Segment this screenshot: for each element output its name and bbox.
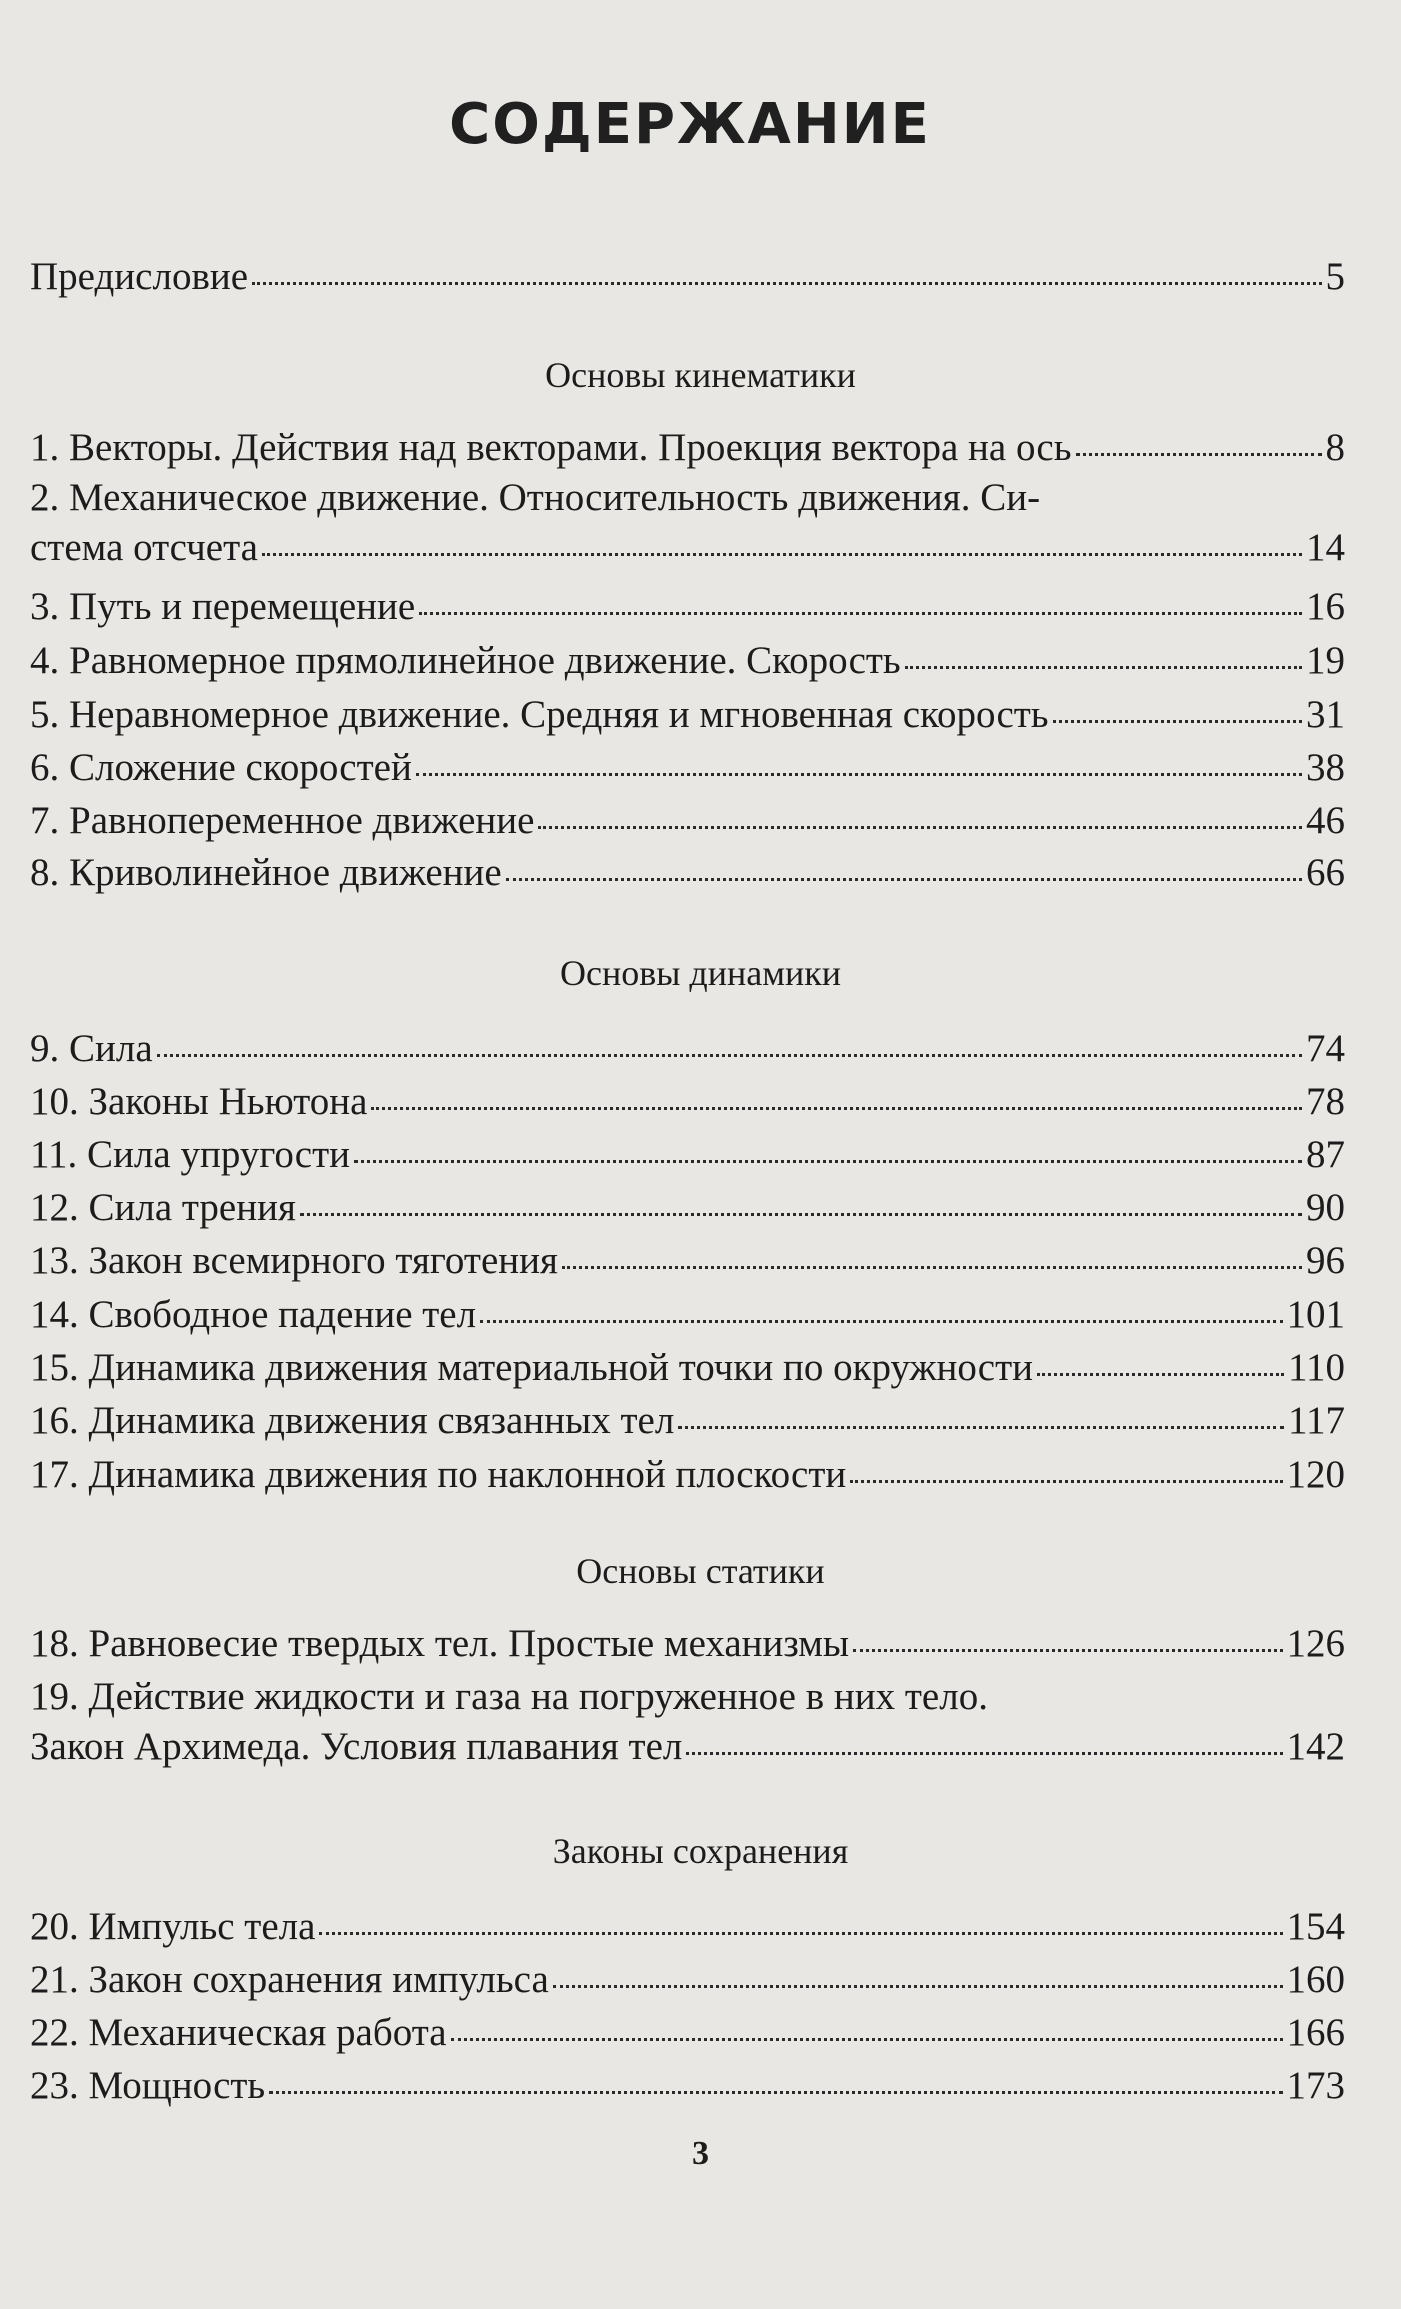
toc-page-number: 117 [1287, 1399, 1345, 1442]
leader-dots [1053, 720, 1302, 723]
toc-entry [30, 743, 1345, 793]
page-title: СОДЕРЖАНИЕ [449, 92, 931, 157]
toc-page-number: 90 [1306, 1186, 1345, 1229]
toc-page-number: 101 [1286, 1293, 1345, 1336]
toc-entry-label: стема отсчета [30, 526, 258, 569]
toc-entry-label: 23. Мощность [30, 2064, 266, 2107]
leader-dots [905, 666, 1302, 669]
toc-page-number: 110 [1287, 1346, 1345, 1389]
toc-entry-label: 9. Сила [30, 1027, 153, 1070]
toc-page-number: 5 [1325, 255, 1345, 298]
toc-entry [30, 1183, 1345, 1233]
toc-entry-label: 10. Законы Ньютона [30, 1080, 368, 1123]
toc-page-number: 154 [1286, 1905, 1345, 1948]
leader-dots [157, 1054, 1302, 1057]
toc-entry [30, 1396, 1345, 1446]
toc-entry-first-line: 19. Действие жидкости и газа на погруженное в них тело. [30, 1675, 988, 1718]
toc-entry [30, 848, 1345, 898]
toc-entry [30, 1024, 1345, 1074]
leader-dots [371, 1107, 1302, 1110]
toc-entry [30, 1130, 1345, 1180]
toc-entry-label: 1. Векторы. Действия над векторами. Проекция вектора на ось [30, 426, 1072, 469]
toc-entry-label: 6. Сложение скоростей [30, 746, 412, 789]
toc-page-number: 16 [1306, 585, 1345, 628]
leader-dots [1076, 453, 1322, 456]
leader-dots [354, 1160, 1302, 1163]
leader-dots [562, 1266, 1302, 1269]
toc-entry [30, 1450, 1345, 1500]
toc-page-number: 38 [1306, 746, 1345, 789]
toc-page-number: 87 [1306, 1133, 1345, 1176]
toc-entry-label: 5. Неравномерное движение. Средняя и мгновенная скорость [30, 693, 1049, 736]
toc-page-number: 173 [1286, 2064, 1345, 2107]
toc-page-number: 31 [1306, 693, 1345, 736]
leader-dots [480, 1320, 1282, 1323]
toc-entry [30, 1619, 1345, 1669]
toc-entry [30, 796, 1345, 846]
toc-page-number: 14 [1306, 526, 1345, 569]
toc-entry-preface [30, 252, 1345, 302]
toc-entry [30, 1955, 1345, 2005]
leader-dots [538, 826, 1302, 829]
leader-dots [686, 1752, 1282, 1755]
toc-entry [30, 1672, 1345, 1772]
toc-entry [30, 1236, 1345, 1286]
toc-entry-label: 12. Сила трения [30, 1186, 296, 1229]
leader-dots [419, 612, 1302, 615]
leader-dots [553, 1985, 1283, 1988]
leader-dots [319, 1932, 1282, 1935]
toc-entry-first-line: 2. Механическое движение. Относительность движения. Си- [30, 476, 1041, 519]
leader-dots [678, 1426, 1284, 1429]
toc-page-number: 166 [1286, 2011, 1345, 2054]
toc-entry [30, 1343, 1345, 1393]
toc-entry [30, 636, 1345, 686]
leader-dots [416, 773, 1302, 776]
toc-entry-label: 21. Закон сохранения импульса [30, 1958, 549, 2001]
toc-page-number: 66 [1306, 851, 1345, 894]
leader-dots [850, 1480, 1282, 1483]
leader-dots [269, 2091, 1282, 2094]
toc-entry-label: Предисловие [30, 255, 249, 298]
section-heading: Основы динамики [559, 953, 842, 993]
toc-page-number: 120 [1286, 1453, 1345, 1496]
toc-entry [30, 2008, 1345, 2058]
toc-page-number: 46 [1306, 799, 1345, 842]
toc-entry-label: 3. Путь и перемещение [30, 585, 416, 628]
leader-dots [451, 2038, 1283, 2041]
toc-entry-label: 8. Криволинейное движение [30, 851, 502, 894]
toc-entry [30, 582, 1345, 632]
page-number: 3 [692, 2135, 709, 2172]
toc-entry [30, 473, 1345, 573]
toc-entry [30, 1290, 1345, 1340]
section-heading: Основы кинематики [545, 355, 856, 395]
toc-entry-label: 13. Закон всемирного тяготения [30, 1239, 558, 1282]
toc-entry [30, 1902, 1345, 1952]
leader-dots [262, 553, 1302, 556]
toc-page-number: 74 [1306, 1027, 1345, 1070]
toc-page-number: 126 [1286, 1622, 1345, 1665]
section-heading: Основы статики [576, 1551, 825, 1591]
leader-dots [853, 1649, 1282, 1652]
toc-entry-label: 15. Динамика движения материальной точки по окружности [30, 1346, 1034, 1389]
toc-page-number: 19 [1306, 639, 1345, 682]
toc-page-number: 8 [1325, 426, 1345, 469]
toc-entry-label: 16. Динамика движения связанных тел [30, 1399, 675, 1442]
toc-entry-label: 20. Импульс тела [30, 1905, 316, 1948]
toc-page-number: 160 [1286, 1958, 1345, 2001]
toc-entry-label: 4. Равномерное прямолинейное движение. Скорость [30, 639, 901, 682]
toc-entry-label: Закон Архимеда. Условия плавания тел [30, 1725, 683, 1768]
toc-entry-label: 22. Механическая работа [30, 2011, 447, 2054]
toc-entry-label: 7. Равнопеременное движение [30, 799, 535, 842]
toc-entry [30, 423, 1345, 473]
toc-page-number: 142 [1286, 1725, 1345, 1768]
toc-entry [30, 690, 1345, 740]
leader-dots [506, 878, 1302, 881]
toc-entry-label: 18. Равновесие твердых тел. Простые механизмы [30, 1622, 850, 1665]
toc-page-number: 78 [1306, 1080, 1345, 1123]
leader-dots [300, 1213, 1302, 1216]
toc-page-number: 96 [1306, 1239, 1345, 1282]
leader-dots [1037, 1373, 1284, 1376]
toc-entry [30, 2061, 1345, 2111]
toc-entry-label: 14. Свободное падение тел [30, 1293, 477, 1336]
toc-entry-label: 11. Сила упругости [30, 1133, 351, 1176]
toc-entry [30, 1077, 1345, 1127]
toc-entry-label: 17. Динамика движения по наклонной плоскости [30, 1453, 847, 1496]
leader-dots [252, 282, 1321, 285]
section-heading: Законы сохранения [552, 1831, 849, 1871]
